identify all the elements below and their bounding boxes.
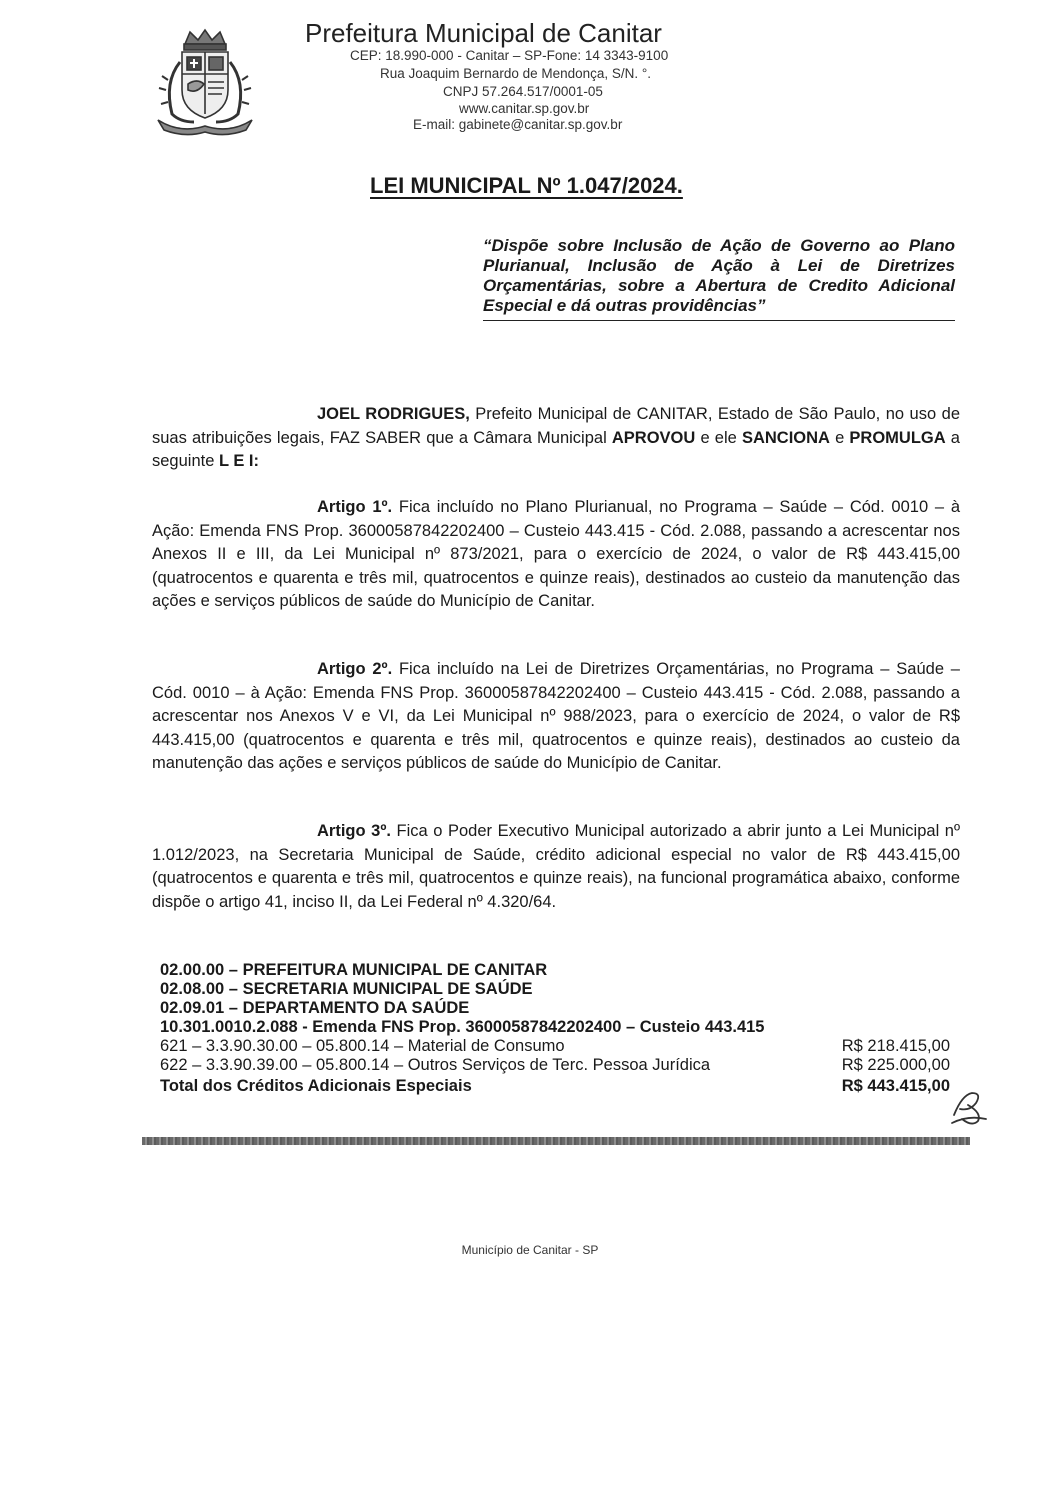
budget-program: 10.301.0010.2.088 - Emenda FNS Prop. 36000587842202400 – Custeio 443.415 <box>160 1018 765 1036</box>
article-text: Fica o Poder Executivo Municipal autorizado a abrir junto a Lei Municipal nº 1.012/2023, na Secretaria Municipal de Saúde, crédito adicional especial no valor de R$ 443.415,00 (quatrocentos e quarenta e três mil, quatrocentos e quinze reais), na funcional programática abaixo, conforme dispõe o artigo 41, inciso II, da Lei Federal nº 4.320/64. <box>152 822 960 911</box>
header-website: www.canitar.sp.gov.br <box>459 101 590 116</box>
article-1 <box>152 496 960 614</box>
article-label: Artigo 1º. <box>317 498 393 516</box>
mayor-name: JOEL RODRIGUES, <box>317 405 470 423</box>
budget-org-2: 02.08.00 – SECRETARIA MUNICIPAL DE SAÚDE <box>160 980 533 998</box>
article-text: Fica incluído no Plano Plurianual, no Programa – Saúde – Cód. 0010 – à Ação: Emenda FNS Prop. 36000587842202400 – Custeio 443.415 - Cód. 2.088, passando a acrescentar nos Anexos II e III, da Lei Municipal nº 873/2021, para o exercício de 2024, o valor de R$ 443.415,00 (quatrocentos e quarenta e três mil, quatrocentos e quinze reais), destinados ao custeio da manutenção das ações e serviços públicos de saúde do Município de Canitar. <box>152 498 961 610</box>
budget-total-amount: R$ 443.415,00 <box>841 1077 950 1095</box>
budget-item-desc: 621 – 3.3.90.30.00 – 05.800.14 – Material de Consumo <box>160 1037 565 1055</box>
footer-divider <box>142 1137 970 1145</box>
article-text: Fica incluído na Lei de Diretrizes Orçamentárias, no Programa – Saúde – Cód. 0010 – à Ação: Emenda FNS Prop. 36000587842202400 – Custeio 443.415 - Cód. 2.088, passando a acrescentar nos Anexos V e VI, da Lei Municipal nº 988/2023, para o exercício de 2024, o valor de R$ 443.415,00 (quatrocentos e quarenta e três mil, quatrocentos e quinze reais), destinados ao custeio da manutenção das ações e serviços públicos de saúde do Município de Canitar. <box>152 660 960 772</box>
municipality-name: Prefeitura Municipal de Canitar <box>305 18 662 48</box>
header-address-street: Rua Joaquim Bernardo de Mendonça, S/N. °. <box>380 66 652 81</box>
article-label: Artigo 2º. <box>317 660 393 678</box>
article-label: Artigo 3º. <box>317 822 391 840</box>
law-summary: “Dispõe sobre Inclusão de Ação de Governo ao Plano Plurianual, Inclusão de Ação à Lei de Diretrizes Orçamentárias, sobre a Abertura de Credito Adicional Especial e dá outras providências” <box>483 236 955 321</box>
article-3 <box>152 820 960 914</box>
budget-org-3: 02.09.01 – DEPARTAMENTO DA SAÚDE <box>160 999 470 1017</box>
budget-total-label: Total dos Créditos Adicionais Especiais <box>160 1077 472 1095</box>
law-title: LEI MUNICIPAL Nº 1.047/2024. <box>370 173 683 198</box>
budget-item-desc: 622 – 3.3.90.39.00 – 05.800.14 – Outros Serviços de Terc. Pessoa Jurídica <box>160 1056 711 1074</box>
budget-item-row <box>160 1056 950 1075</box>
signature-initials <box>948 1085 992 1129</box>
budget-item-amount: R$ 218.415,00 <box>841 1037 950 1055</box>
header-cnpj: CNPJ 57.264.517/0001-05 <box>443 84 603 99</box>
budget-item-amount: R$ 225.000,00 <box>841 1056 950 1074</box>
coat-of-arms-logo <box>150 22 260 137</box>
page-footer: Município de Canitar - SP <box>461 1243 599 1257</box>
preamble-paragraph: JOEL RODRIGUES, Prefeito Municipal de CANITAR, Estado de São Paulo, no uso de suas atribuições legais, FAZ SABER que a Câmara Municipal APROVOU e ele SANCIONA e PROMULGA a seguinte L E I: <box>152 405 960 470</box>
header-email: E-mail: gabinete@canitar.sp.gov.br <box>413 117 623 132</box>
budget-item-row <box>160 1037 950 1056</box>
budget-org-1: 02.00.00 – PREFEITURA MUNICIPAL DE CANITAR <box>160 961 548 979</box>
budget-total-row <box>160 1077 950 1096</box>
article-2 <box>152 658 960 776</box>
header-address-cep: CEP: 18.990-000 - Canitar – SP-Fone: 14 3343-9100 <box>350 48 669 63</box>
